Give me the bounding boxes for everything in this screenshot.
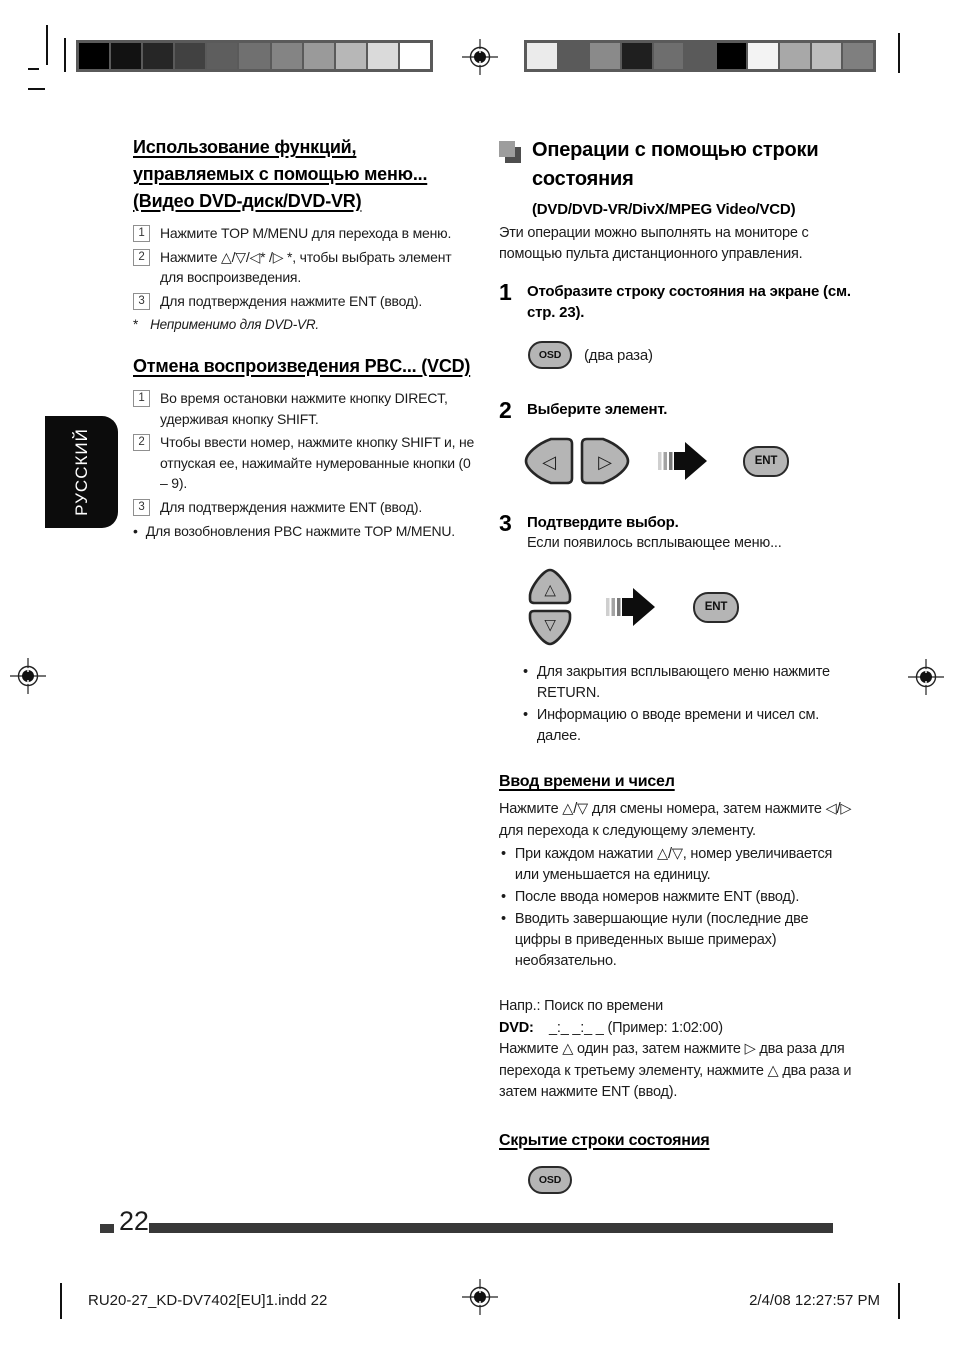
bullet-item: • Информацию о вводе времени и чисел см. далее. (523, 707, 820, 744)
calibration-swatch (143, 43, 173, 69)
right-triangle-glyph: ▷ (598, 452, 612, 472)
osd-row (528, 341, 857, 369)
crop-mark (28, 88, 45, 90)
step-number-box: 2 (133, 434, 150, 451)
cursor-right-key-icon (579, 436, 633, 486)
calibration-swatch (748, 43, 778, 69)
then-arrow-icon (657, 440, 709, 482)
step-number-box: 3 (133, 499, 150, 516)
bullet-item: • Для закрытия всплывающего меню нажмите RETURN. (523, 664, 830, 701)
select-keys-row (521, 436, 857, 486)
example-label: Напр.: Поиск по времени (499, 998, 664, 1014)
calibration-swatch (336, 43, 366, 69)
left-column (133, 134, 475, 542)
page-number-marker (100, 1224, 114, 1233)
registration-mark-icon (908, 659, 944, 695)
step-text: Во время остановки нажмите кнопку DIRECT, удерживая кнопку SHIFT. (160, 390, 448, 427)
calibration-swatch (304, 43, 334, 69)
calibration-swatch (175, 43, 205, 69)
up-triangle-glyph: △ (544, 581, 556, 599)
page-rule-bar (149, 1223, 833, 1233)
step-text: Чтобы ввести номер, нажмите кнопку SHIFT и, не отпуская ее, нажимайте нумерованные кнопки (0 – 9). (160, 434, 475, 491)
example-text: Нажмите △ один раз, затем нажмите ▷ два раза для перехода к третьему элементу, нажмите △ два раза и затем нажмите ENT (ввод). (499, 1041, 852, 1100)
step-text: Для подтверждения нажмите ENT (ввод). (160, 498, 423, 515)
calibration-swatch (111, 43, 141, 69)
step-row (133, 223, 475, 244)
section-title-time-entry: Ввод времени и чисел (499, 773, 675, 790)
step-row (133, 388, 475, 429)
step-number-box: 1 (133, 390, 150, 407)
down-triangle-glyph: ▽ (544, 616, 556, 634)
registration-mark-icon (462, 1279, 498, 1315)
crop-mark (64, 38, 66, 72)
crop-mark (46, 25, 48, 65)
menu-steps (133, 223, 475, 311)
updown-keys-row (525, 566, 857, 648)
step-row (133, 497, 475, 518)
bullet-item: • При каждом нажатии △/▽, номер увеличивается или уменьшается на единицу. (501, 846, 833, 883)
calibration-swatch (207, 43, 237, 69)
bullet-mark: • (133, 523, 138, 539)
section-title-pbc-cancel: Отмена воспроизведения PBC... (VCD) (133, 356, 471, 376)
step-row (133, 247, 475, 288)
calibration-swatch (272, 43, 302, 69)
step-row (133, 291, 475, 312)
ent-button: ENT (743, 446, 789, 477)
step-number: 1 (499, 279, 512, 305)
calibration-swatch (590, 43, 620, 69)
bullet-text: Для возобновления PBC нажмите TOP M/MENU. (145, 523, 455, 539)
calibration-bar-left (76, 40, 433, 72)
calibration-swatch (654, 43, 684, 69)
registration-mark-icon (462, 39, 498, 75)
calibration-bar-right (524, 40, 876, 72)
cursor-left-key-icon (521, 436, 575, 486)
page-number: 22 (119, 1206, 149, 1236)
step-text: Нажмите TOP M/MENU для перехода в меню. (160, 225, 452, 241)
osd-button: OSD (528, 1166, 572, 1194)
time-entry-intro: Нажмите △/▽ для смены номера, затем нажмите ◁/▷ для перехода к следующему элементу. (499, 801, 852, 839)
step-title: Подтвердите выбор. (527, 514, 679, 531)
updown-keys (525, 566, 575, 648)
calibration-swatch (527, 43, 557, 69)
time-entry-bullets (499, 844, 857, 972)
time-example (499, 996, 857, 1104)
step-title: Выберите элемент. (527, 401, 668, 418)
language-tab-label: РУССКИЙ (71, 428, 91, 516)
rstep-3 (499, 512, 857, 554)
footnote-star: * (133, 317, 139, 332)
step-title: Отобразите строку состояния на экране (см. стр. 23). (527, 283, 851, 321)
calibration-swatch (685, 43, 715, 69)
section-title-status-bar: Операции с помощью строки состояния (532, 139, 819, 190)
pbc-bullet (133, 521, 475, 542)
registration-mark-icon (10, 658, 46, 694)
step-number: 3 (499, 510, 512, 536)
step-subtitle: Если появилось всплывающее меню... (527, 535, 782, 551)
then-arrow-icon (605, 586, 657, 628)
step-number: 2 (499, 397, 512, 423)
step-number-box: 2 (133, 249, 150, 266)
step3-bullets (499, 662, 857, 747)
osd-row (528, 1166, 857, 1194)
example-format-value: _:_ _:_ _ (Пример: 1:02:00) (549, 1019, 723, 1036)
crop-mark (60, 1283, 62, 1319)
example-format-label: DVD: (499, 1019, 534, 1036)
section-intro: Эти операции можно выполнять на мониторе с помощью пульта дистанционного управления. (499, 225, 809, 262)
example-format-line (499, 1018, 857, 1040)
left-triangle-glyph: ◁ (542, 452, 556, 472)
step-number-box: 1 (133, 225, 150, 242)
footer-filename: RU20-27_KD-DV7402[EU]1.indd 22 (88, 1292, 328, 1309)
calibration-swatch (79, 43, 109, 69)
right-column (499, 136, 857, 1194)
step-row (133, 432, 475, 494)
section-subtitle-formats: (DVD/DVD-VR/DivX/MPEG Video/VCD) (532, 201, 796, 218)
calibration-swatch (559, 43, 589, 69)
calibration-swatch (368, 43, 398, 69)
step-text: Для подтверждения нажмите ENT (ввод). (160, 292, 423, 309)
step-number-box: 3 (133, 293, 150, 310)
bullet-item: • Вводить завершающие нули (последние две цифры в приведенных выше примерах) необязательно. (501, 911, 809, 969)
language-tab-russian (45, 416, 118, 528)
section-header (499, 136, 857, 194)
cursor-up-key-icon (525, 566, 575, 606)
calibration-swatch (239, 43, 269, 69)
crop-mark (898, 1283, 900, 1319)
section-square-icon (499, 141, 521, 163)
calibration-swatch (843, 43, 873, 69)
step-text: Нажмите △/▽/◁* /▷ *, чтобы выбрать элемент для воспроизведения. (160, 248, 452, 285)
ent-button: ENT (693, 592, 739, 623)
section-title-menu-functions: Использование функций, управляемых с помощью меню... (Видео DVD-диск/DVD-VR) (133, 137, 428, 211)
rstep-2 (499, 399, 857, 422)
bullet-item: • После ввода номеров нажмите ENT (ввод). (501, 889, 800, 905)
calibration-swatch (400, 43, 430, 69)
calibration-swatch (622, 43, 652, 69)
osd-button: OSD (528, 341, 572, 369)
osd-note: (два раза) (584, 346, 653, 364)
pbc-steps (133, 388, 475, 517)
footer-timestamp: 2/4/08 12:27:57 PM (749, 1292, 880, 1309)
section-title-hide-status: Скрытие строки состояния (499, 1131, 710, 1149)
calibration-swatch (780, 43, 810, 69)
crop-mark (898, 33, 900, 73)
calibration-swatch (717, 43, 747, 69)
cursor-down-key-icon (525, 608, 575, 648)
rstep-1 (499, 281, 857, 323)
footnote (133, 315, 475, 335)
footnote-text: Неприменимо для DVD-VR. (150, 317, 319, 332)
crop-mark (28, 68, 39, 70)
calibration-swatch (812, 43, 842, 69)
